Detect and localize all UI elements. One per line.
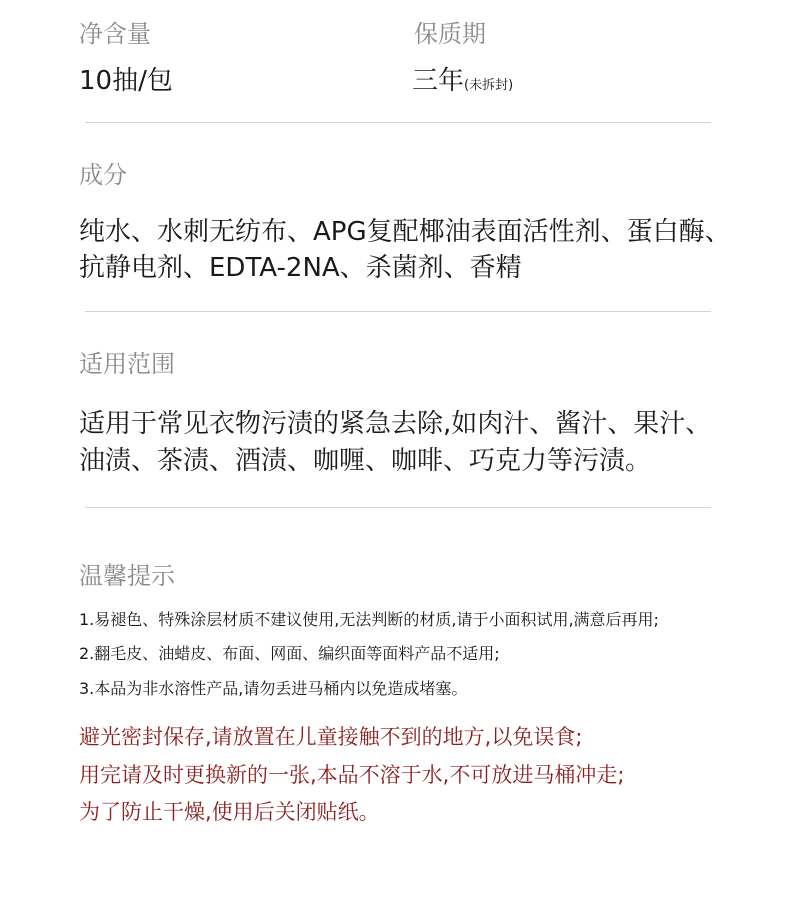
tips-label: 温馨提示 [79, 562, 175, 590]
ingredients-label: 成分 [79, 161, 127, 189]
divider-2 [85, 311, 711, 312]
net-content-value: 10抽/包 [79, 66, 173, 96]
divider-3 [85, 507, 711, 508]
shelf-life-note: (未拆封) [464, 78, 514, 93]
shelf-life-years: 三年 [412, 66, 465, 96]
scope-line-2: 油渍、茶渍、酒渍、咖喱、咖啡、巧克力等污渍。 [79, 446, 652, 476]
tip-item-1: 1.易褪色、特殊涂层材质不建议使用,无法判断的材质,请于小面积试用,满意后再用; [79, 610, 659, 629]
tip-item-3: 3.本品为非水溶性产品,请勿丢进马桶内以免造成堵塞。 [79, 679, 468, 698]
scope-line-1: 适用于常见衣物污渍的紧急去除,如肉汁、酱汁、果汁、 [79, 409, 712, 439]
warning-line-2: 用完请及时更换新的一张,本品不溶于水,不可放进马桶冲走; [79, 763, 625, 787]
warning-line-1: 避光密封保存,请放置在儿童接触不到的地方,以免误食; [79, 725, 583, 749]
shelf-life-value [412, 64, 513, 103]
shelf-life-label: 保质期 [414, 20, 486, 48]
ingredients-line-1: 纯水、水刺无纺布、APG复配椰油表面活性剂、蛋白酶、 [79, 217, 731, 247]
scope-label: 适用范围 [79, 350, 175, 378]
ingredients-line-2: 抗静电剂、EDTA-2NA、杀菌剂、香精 [79, 253, 522, 283]
warning-line-3: 为了防止干燥,使用后关闭贴纸。 [79, 800, 380, 824]
net-content-label: 净含量 [79, 20, 151, 48]
divider-1 [85, 122, 711, 123]
tip-item-2: 2.翻毛皮、油蜡皮、布面、网面、编织面等面料产品不适用; [79, 644, 500, 663]
